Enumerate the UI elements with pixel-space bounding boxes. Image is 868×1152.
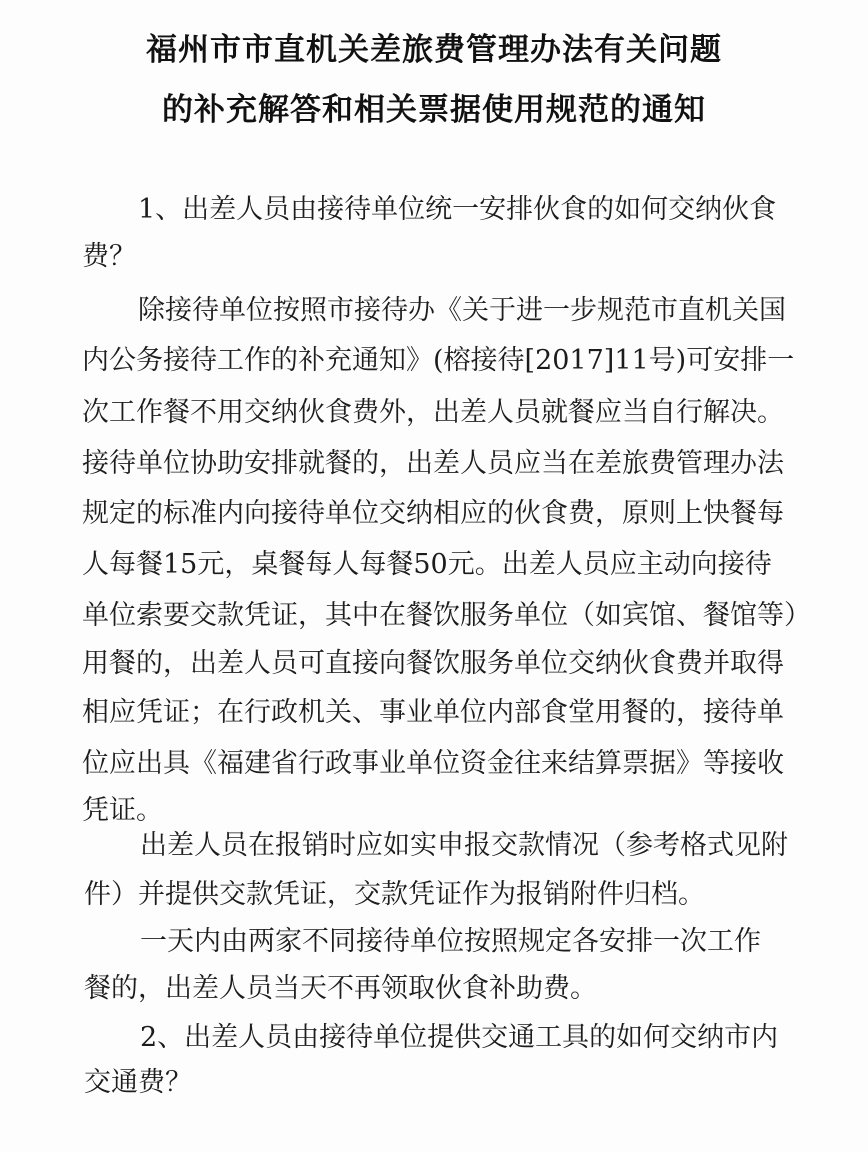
question-1-line-1: 1、出差人员由接待单位统一安排伙食的如何交纳伙食 (138, 194, 777, 225)
answer-1-line-2: 内公务接待工作的补充通知》(榕接待[2017]11号)可安排一 (82, 345, 795, 376)
answer-1-line-10: 位应出具《福建省行政事业单位资金往来结算票据》等接收 (82, 748, 784, 779)
answer-1-line-3: 次工作餐不用交纳伙食费外，出差人员就餐应当自行解决。 (82, 397, 784, 428)
paragraph-3-line-2: 餐的，出差人员当天不再领取伙食补助费。 (84, 973, 597, 1004)
paragraph-2-line-1: 出差人员在报销时应如实申报交款情况（参考格式见附 (140, 830, 788, 861)
answer-1-line-8: 用餐的，出差人员可直接向餐饮服务单位交纳伙食费并取得 (82, 648, 784, 679)
question-2-line-1: 2、出差人员由接待单位提供交通工具的如何交纳市内 (140, 1022, 779, 1053)
paragraph-3-line-1: 一天内由两家不同接待单位按照规定各安排一次工作 (140, 926, 761, 957)
answer-1-line-11: 凭证。 (82, 795, 163, 826)
question-2-line-2: 交通费？ (84, 1067, 192, 1098)
answer-1-line-4: 接待单位协助安排就餐的，出差人员应当在差旅费管理办法 (82, 448, 784, 479)
document-title-line-2: 的补充解答和相关票据使用规范的通知 (162, 92, 706, 128)
paragraph-2-line-2: 件）并提供交款凭证，交款凭证作为报销附件归档。 (84, 879, 705, 910)
answer-1-line-5: 规定的标准内向接待单位交纳相应的伙食费，原则上快餐每 (82, 498, 784, 529)
answer-1-line-6: 人每餐15元，桌餐每人每餐50元。出差人员应主动向接待 (82, 549, 772, 580)
answer-1-line-9: 相应凭证；在行政机关、事业单位内部食堂用餐的，接待单 (82, 697, 784, 728)
document-title-line-1: 福州市市直机关差旅费管理办法有关问题 (146, 32, 722, 68)
answer-1-line-1: 除接待单位按照市接待办《关于进一步规范市直机关国 (138, 295, 786, 326)
answer-1-line-7: 单位索要交款凭证，其中在餐饮服务单位（如宾馆、餐馆等） (82, 600, 811, 631)
question-1-line-2: 费？ (82, 241, 136, 272)
